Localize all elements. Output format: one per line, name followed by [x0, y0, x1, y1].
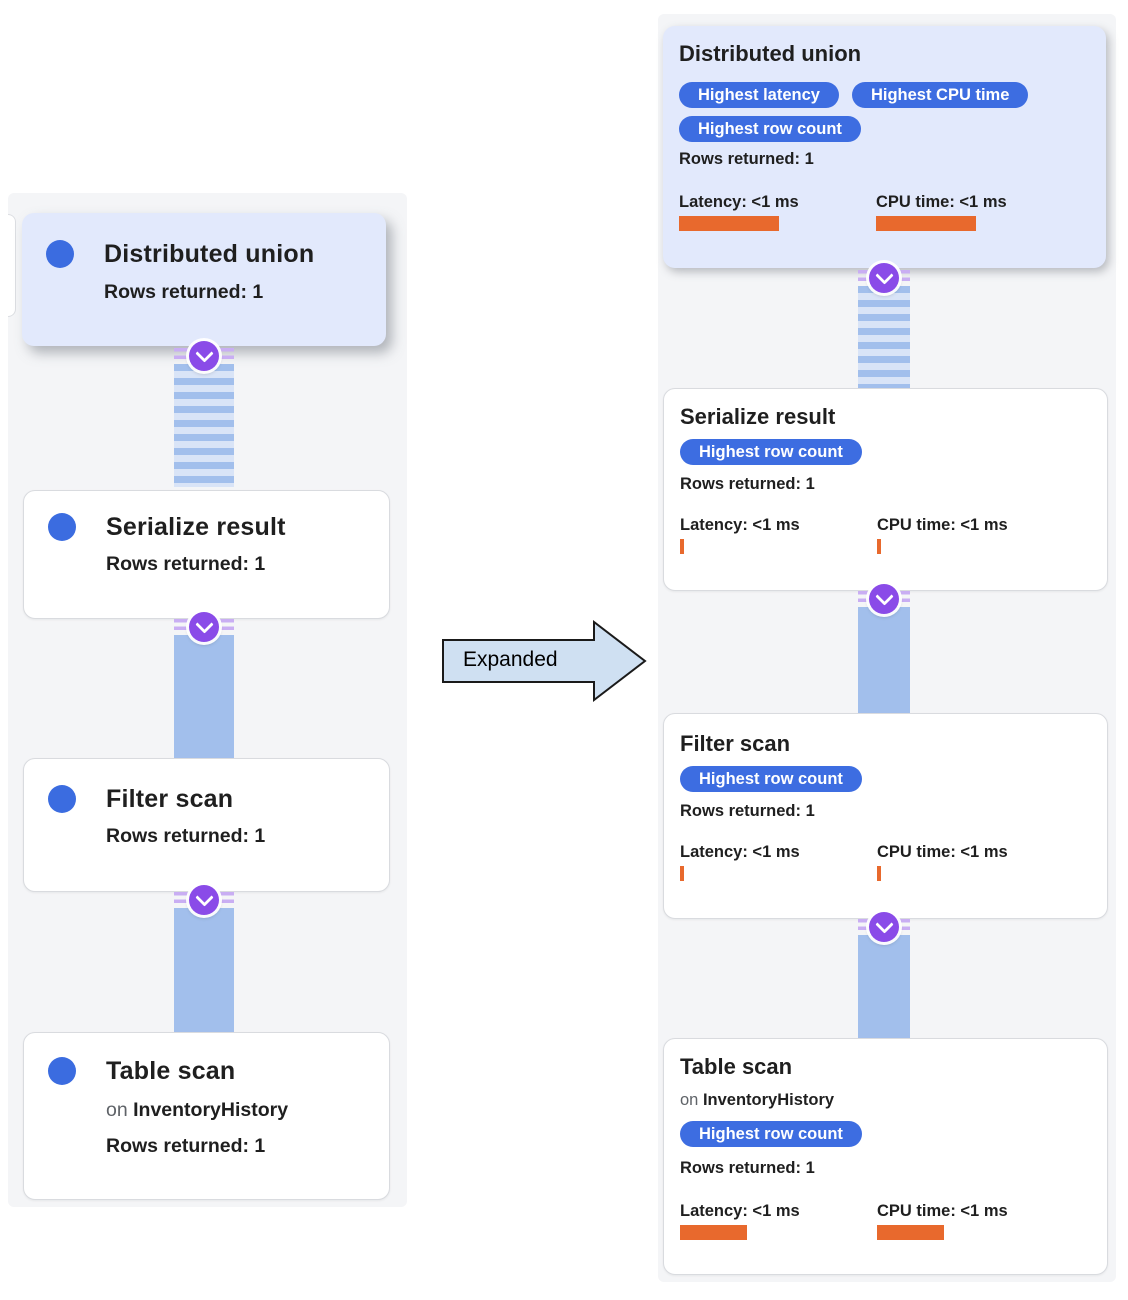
connector-band-solid — [174, 908, 234, 1032]
node-title: Serialize result — [680, 404, 836, 429]
rows-returned-label: Rows returned: 1 — [679, 150, 814, 168]
node-dot-icon — [48, 513, 76, 541]
chevron-down-icon[interactable] — [869, 584, 899, 614]
cpu-time-label: CPU time: <1 ms — [876, 193, 1007, 211]
cpu-time-bar — [877, 539, 881, 554]
node-dot-icon — [48, 1057, 76, 1085]
latency-bar — [680, 866, 684, 881]
connector-band-solid — [174, 635, 234, 758]
badge-highest-row-count: Highest row count — [680, 439, 862, 465]
cpu-time-label: CPU time: <1 ms — [877, 516, 1008, 534]
latency-bar — [680, 1225, 747, 1240]
badge-highest-cpu-time: Highest CPU time — [852, 82, 1028, 108]
expanded-annotation-arrow — [442, 620, 648, 702]
badge-row — [680, 766, 862, 792]
connector-band-solid — [858, 935, 910, 1038]
node-title: Distributed union — [104, 240, 315, 268]
chevron-down-icon[interactable] — [189, 341, 219, 371]
on-prefix: on — [680, 1091, 699, 1109]
badge-row — [680, 439, 862, 465]
chevron-down-icon[interactable] — [189, 612, 219, 642]
node-card-filter-scan[interactable] — [23, 758, 390, 892]
node-card-table-scan-expanded[interactable] — [663, 1038, 1108, 1275]
offscreen-card-edge — [8, 214, 16, 317]
latency-bar — [680, 539, 684, 554]
node-title: Distributed union — [679, 41, 862, 66]
latency-label: Latency: <1 ms — [679, 193, 799, 211]
rows-returned-label: Rows returned: 1 — [680, 802, 815, 820]
badge-highest-row-count: Highest row count — [680, 766, 862, 792]
node-card-distributed-union[interactable] — [22, 213, 386, 346]
latency-label: Latency: <1 ms — [680, 516, 800, 534]
chevron-down-icon[interactable] — [869, 263, 899, 293]
chevron-down-icon[interactable] — [189, 885, 219, 915]
cpu-time-label: CPU time: <1 ms — [877, 843, 1008, 861]
node-title: Table scan — [106, 1057, 236, 1085]
badge-row — [680, 1121, 862, 1147]
chevron-glyph — [875, 915, 893, 933]
rows-returned-label: Rows returned: 1 — [106, 825, 266, 847]
node-card-serialize-result-expanded[interactable] — [663, 388, 1108, 591]
chevron-glyph — [195, 344, 213, 362]
table-name-line — [680, 1089, 834, 1111]
chevron-glyph — [875, 587, 893, 605]
rows-returned-label: Rows returned: 1 — [104, 281, 264, 303]
chevron-glyph — [195, 615, 213, 633]
rows-returned-label: Rows returned: 1 — [106, 553, 266, 575]
badge-row — [679, 82, 1028, 108]
table-name: InventoryHistory — [133, 1099, 289, 1121]
node-title: Filter scan — [106, 785, 234, 813]
node-card-table-scan[interactable] — [23, 1032, 390, 1200]
badge-highest-latency: Highest latency — [679, 82, 839, 108]
rows-returned-label: Rows returned: 1 — [106, 1135, 266, 1157]
chevron-glyph — [875, 266, 893, 284]
table-name-line — [106, 1095, 288, 1125]
node-dot-icon — [46, 240, 74, 268]
latency-label: Latency: <1 ms — [680, 843, 800, 861]
node-card-filter-scan-expanded[interactable] — [663, 713, 1108, 919]
latency-label: Latency: <1 ms — [680, 1202, 800, 1220]
cpu-time-bar — [877, 866, 881, 881]
chevron-down-icon[interactable] — [869, 912, 899, 942]
chevron-glyph — [195, 888, 213, 906]
node-card-serialize-result[interactable] — [23, 490, 390, 619]
node-title: Serialize result — [106, 513, 286, 541]
badge-highest-row-count: Highest row count — [680, 1121, 862, 1147]
arrow-label: Expanded — [463, 648, 558, 671]
rows-returned-label: Rows returned: 1 — [680, 1159, 815, 1177]
badge-highest-row-count: Highest row count — [679, 116, 861, 142]
connector-band-solid — [858, 607, 910, 713]
rows-returned-label: Rows returned: 1 — [680, 475, 815, 493]
cpu-time-bar — [877, 1225, 944, 1240]
connector-band-striped — [858, 286, 910, 388]
cpu-time-label: CPU time: <1 ms — [877, 1202, 1008, 1220]
connector-band-striped — [174, 364, 234, 487]
cpu-time-bar — [876, 216, 976, 231]
node-title: Table scan — [680, 1054, 793, 1079]
latency-bar — [679, 216, 779, 231]
node-dot-icon — [48, 785, 76, 813]
table-name: InventoryHistory — [702, 1091, 835, 1109]
node-card-distributed-union-expanded[interactable] — [663, 26, 1106, 268]
node-title: Filter scan — [680, 731, 791, 756]
on-prefix: on — [106, 1099, 128, 1121]
badge-row — [679, 116, 861, 142]
